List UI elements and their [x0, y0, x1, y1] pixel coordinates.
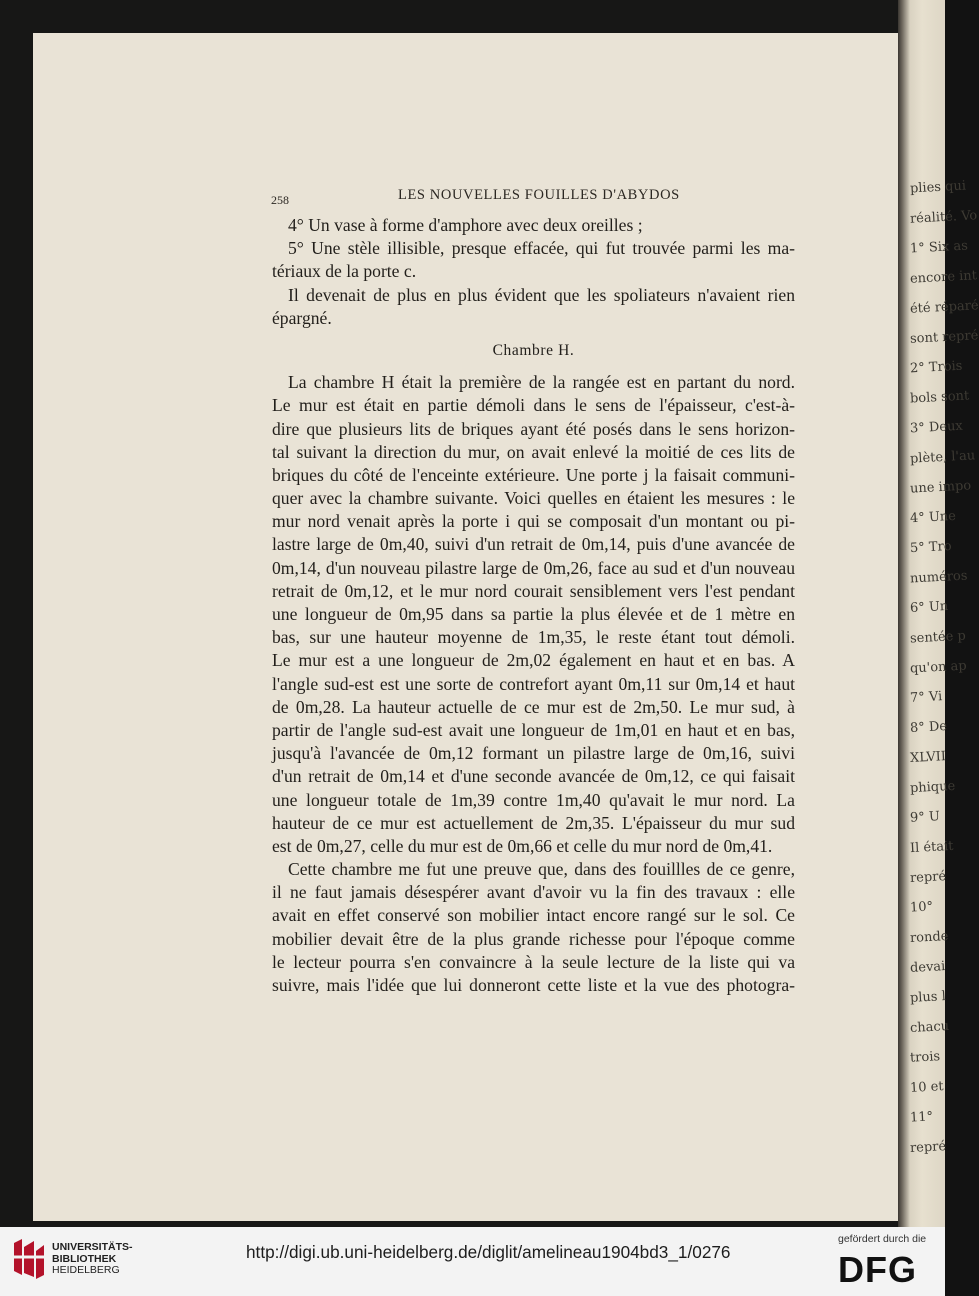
text-line: une longueur de 0m,95 dans sa partie la plus élevée et de 1 mètre en: [272, 604, 795, 624]
adjacent-page-fragment: 1° Six as: [909, 238, 969, 257]
text-line: hauteur de ce mur est actuellement de 2m,35. L'épaisseur du mur sud: [272, 812, 795, 833]
text-line: 5° Une stèle illisible, presque effacée, qui fut trouvée parmi les ma-: [288, 238, 795, 259]
adjacent-page-fragment: 7° Vi: [909, 689, 943, 706]
adjacent-page-fragment: numéros: [909, 568, 968, 587]
adjacent-page-fragment: bols sont: [909, 388, 970, 407]
adjacent-page-fragment: 11°: [909, 1109, 934, 1126]
text-line: bas, sur une hauteur moyenne de 1m,35, le reste étant tout démoli.: [272, 627, 795, 648]
adjacent-page-fragment: encore int: [909, 268, 978, 287]
adjacent-page-text: [909, 178, 979, 1180]
body-text: [272, 214, 795, 997]
text-line: 0m,14, d'un nouveau pilastre large de 0m,26, face au sud et d'un nouveau: [272, 557, 795, 578]
page-header: [271, 187, 793, 211]
running-title: LES NOUVELLES FOUILLES D'ABYDOS: [398, 187, 680, 203]
sponsor-caption: gefördert durch die: [838, 1233, 927, 1245]
adjacent-page-fragment: 10 et: [909, 1079, 944, 1096]
text-line: lastre large de 0m,40, suivi d'un retrait de 0m,14, puis d'une avancée de: [272, 534, 795, 555]
text-line: d'un retrait de 0m,14 et d'une seconde avancée de 0m,12, ce qui faisait: [272, 766, 795, 787]
text-line: mobilier devait être de la plus grande richesse pour l'époque comme: [272, 928, 795, 949]
text-line: une longueur totale de 1m,39 contre 1m,40 qu'avait le mur nord. La: [272, 789, 795, 810]
adjacent-page-fragment: qu'on ap: [909, 658, 968, 677]
text-line: de 0m,28. La hauteur actuelle de ce mur est de 2m,50. Le mur sud, à: [272, 696, 795, 717]
adjacent-page-fragment: 9° U: [909, 809, 941, 826]
adjacent-page-fragment: 3° Deux: [909, 418, 964, 437]
text-line: quer avec la chambre suivante. Voici quelles en étaient les mesures : le: [272, 488, 795, 509]
page-number: 258: [271, 193, 289, 207]
adjacent-page-fragment: Il était: [909, 838, 954, 857]
dfg-logo[interactable]: DFG: [838, 1249, 917, 1290]
text-line: partir de l'angle sud-est avait une longueur de 1m,01 en haut et en bas,: [272, 719, 795, 740]
text-line: tériaux de la porte c.: [272, 261, 417, 282]
adjacent-page-fragment: sentée p: [909, 628, 967, 647]
university-logo-icon[interactable]: [10, 1237, 46, 1279]
viewer-footer: [0, 1227, 945, 1296]
adjacent-page-fragment: trois: [909, 1049, 941, 1066]
page-url-link[interactable]: http://digi.ub.uni-heidelberg.de/diglit/amelineau1904bd3_1/0276: [246, 1242, 731, 1262]
adjacent-page-fragment: réalité. Vo: [909, 208, 978, 227]
text-line: mur nord venait après la porte i qui se composait d'un montant ou pi-: [272, 511, 795, 532]
adjacent-page-fragment: devai: [909, 959, 946, 976]
text-line: avait en effet conservé son mobilier intact encore rangé sur le sol. Ce: [272, 905, 795, 926]
text-line: Il devenait de plus en plus évident que les spoliateurs n'avaient rien: [288, 284, 795, 305]
spacer: [272, 362, 795, 371]
text-line: Le mur est a une longueur de 2m,02 également en haut et en bas. A: [272, 650, 795, 671]
spacer: [272, 330, 795, 339]
adjacent-page-fragment: été réparé: [909, 298, 979, 317]
text-line: tal suivant la direction du mur, on avait enlevé la moitié de ces lits de: [272, 441, 795, 462]
text-line: retrait de 0m,12, et le mur nord courait sensiblement vers l'est pendant: [272, 580, 795, 601]
text-line: suivre, mais l'idée que lui donneront cette liste et la vue des photogra-: [272, 975, 795, 995]
adjacent-page-fragment: plies qui: [909, 178, 967, 197]
text-line: 4° Un vase à forme d'amphore avec deux oreilles ;: [288, 215, 643, 235]
adjacent-page-fragment: 2° Trois: [909, 358, 963, 377]
text-line: La chambre H était la première de la rangée est en partant du nord.: [288, 372, 795, 393]
text-line: épargné.: [272, 307, 332, 328]
text-line: est de 0m,27, celle du mur est de 0m,66 et celle du mur nord de 0m,41.: [272, 835, 773, 856]
text-line: dire que plusieurs lits de briques ayant été posés dans le sens horizon-: [272, 418, 795, 439]
text-line: il ne faut jamais désespérer avant d'avoir vu la fin des travaux : elle: [272, 882, 795, 903]
adjacent-page-fragment: repré: [909, 869, 947, 886]
adjacent-page-fragment: ronde: [909, 929, 949, 946]
text-line: l'angle sud-est est une sorte de contrefort ayant 0m,11 sur 0m,14 et haut: [272, 673, 795, 694]
adjacent-page-fragment: XLVII: [909, 749, 947, 766]
adjacent-page-fragment: chacu: [909, 1018, 950, 1037]
adjacent-page-fragment: repré: [909, 1139, 947, 1156]
text-line: briques du côté de l'enceinte extérieure. Une porte j la faisait communi-: [272, 464, 795, 485]
adjacent-page-fragment: 6° Un: [909, 599, 949, 616]
adjacent-page-fragment: sont repré: [909, 328, 979, 347]
text-line: le lecteur pourra s'en convaincre à la seule lecture de la liste qui va: [272, 951, 795, 972]
text-line: Cette chambre me fut une preuve que, dans des fouillles de ce genre,: [288, 859, 795, 880]
adjacent-page-fragment: 10°: [909, 899, 934, 916]
adjacent-page-fragment: 8° De: [909, 719, 948, 736]
section-heading: Chambre H.: [492, 341, 575, 359]
adjacent-page-fragment: plus l: [909, 989, 947, 1006]
text-line: Le mur est était en partie démoli dans le sens de l'épaisseur, c'est-à-: [272, 395, 795, 416]
adjacent-page-fragment: plète, l'au: [909, 448, 976, 467]
university-name[interactable]: UNIVERSITÄTS- BIBLIOTHEK HEIDELBERG: [52, 1241, 133, 1276]
text-line: jusqu'à l'avancée de 0m,12 formant un pilastre large de 0m,16, suivi: [272, 743, 795, 764]
adjacent-page-fragment: 5° Tro: [909, 538, 952, 557]
adjacent-page-fragment: 4° Une: [909, 508, 957, 527]
adjacent-page-fragment: phique: [909, 778, 956, 797]
adjacent-page-fragment: une impo: [909, 478, 972, 497]
